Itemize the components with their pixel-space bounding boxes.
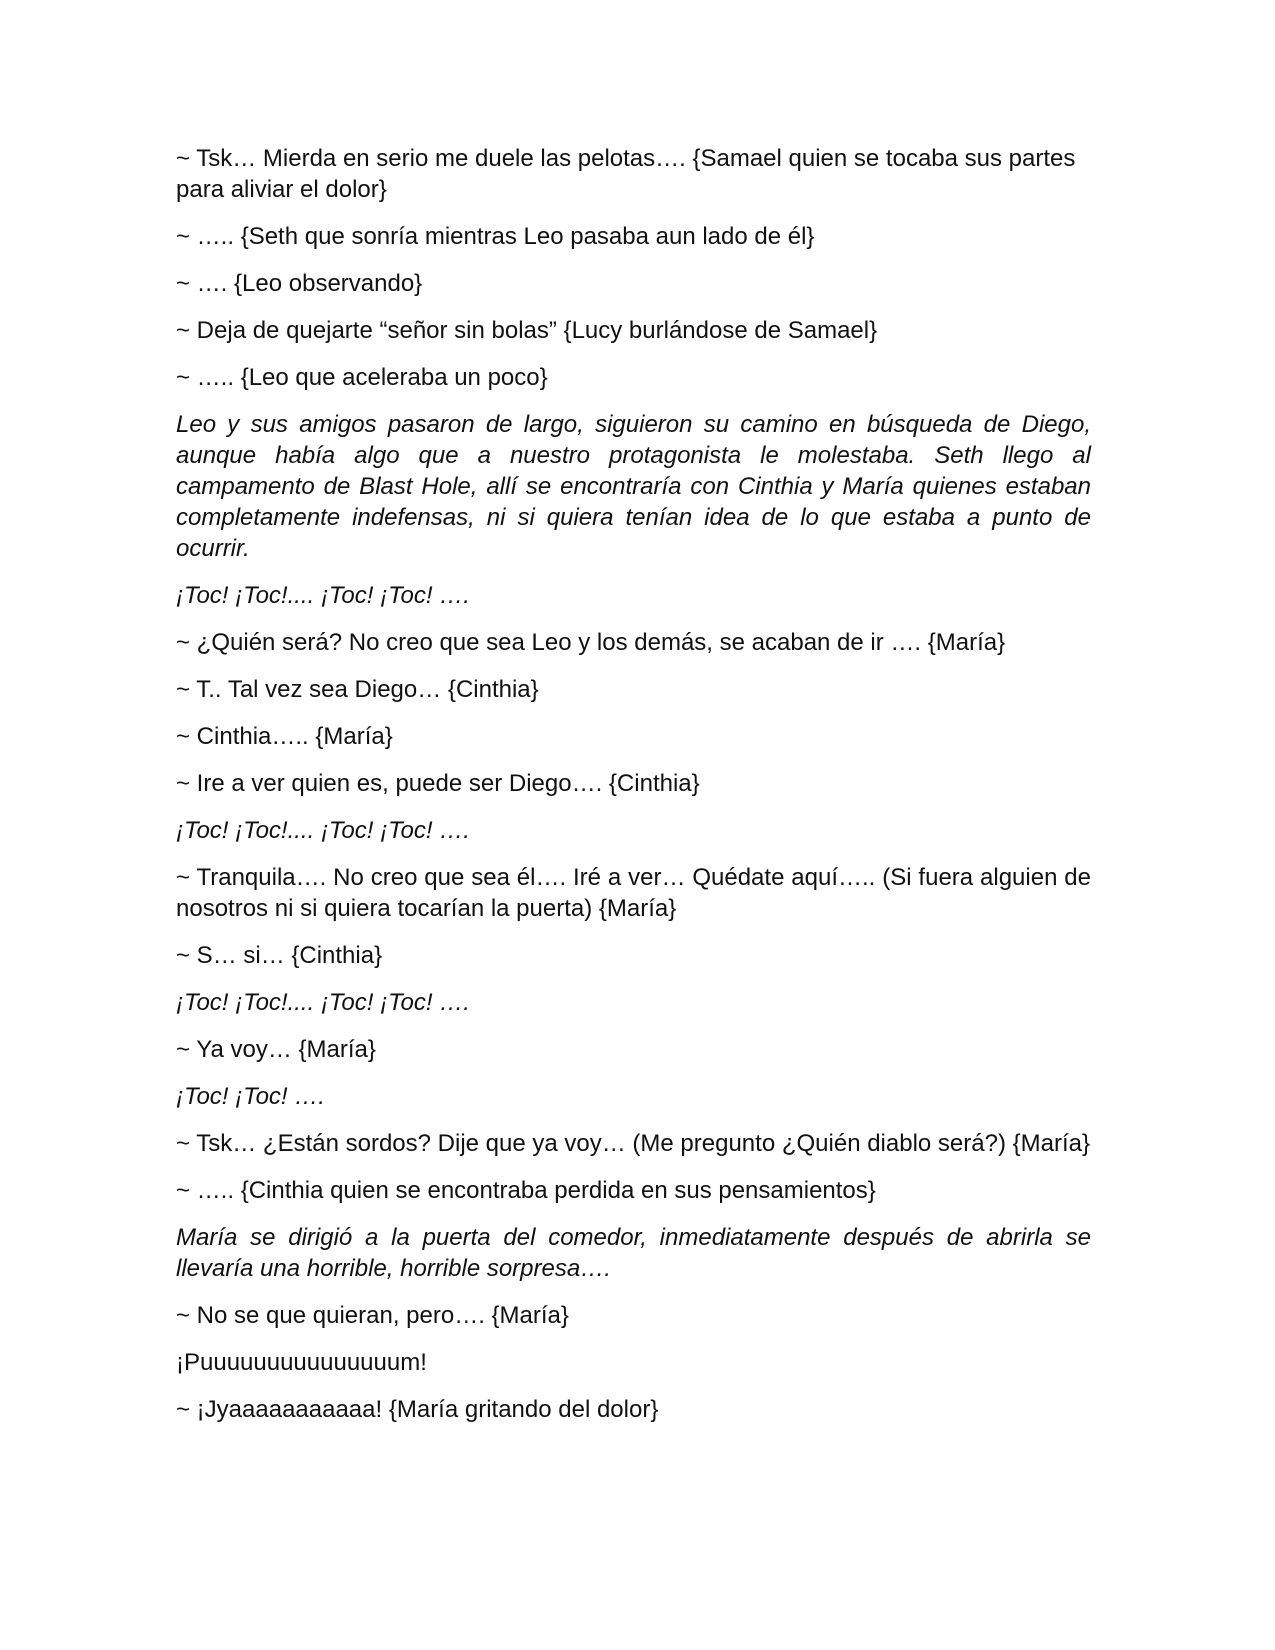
dialogue-line: ~ Ire a ver quien es, puede ser Diego…. {Cinthia} [176,770,700,797]
dialogue-line: ~ Cinthia….. {María} [176,723,393,750]
document-body [176,143,1091,1441]
narration-paragraph: Leo y sus amigos pasaron de largo, siguieron su camino en búsqueda de Diego, aunque había algo que a nuestro protagonista le molestaba. Seth llego al campamento de Blast Hole, allí se encontraría con Cinthia y María quienes estaban completamente indefensas, ni si quiera tenían idea de lo que estaba a punto de ocurrir. [176,411,1091,562]
dialogue-line: ~ T.. Tal vez sea Diego… {Cinthia} [176,676,539,703]
dialogue-line: ~ Tsk… ¿Están sordos? Dije que ya voy… (Me pregunto ¿Quién diablo será?) {María} [176,1130,1091,1157]
dialogue-line: ~ ….. {Cinthia quien se encontraba perdida en sus pensamientos} [176,1177,876,1204]
dialogue-line: ~ ….. {Leo que aceleraba un poco} [176,364,548,391]
sound-effect-line: ¡Toc! ¡Toc!.... ¡Toc! ¡Toc! …. [176,989,470,1016]
narration-paragraph: María se dirigió a la puerta del comedor, inmediatamente después de abrirla se llevaría una horrible, horrible sorpresa…. [176,1224,1091,1282]
sound-effect-line: ¡Puuuuuuuuuuuuuuum! [176,1349,427,1376]
dialogue-line: ~ S… si… {Cinthia} [176,942,383,969]
dialogue-line: ~ Tsk… Mierda en serio me duele las pelotas…. {Samael quien se tocaba sus partes para aliviar el dolor} [176,145,1076,203]
dialogue-line: ~ Tranquila…. No creo que sea él…. Iré a ver… Quédate aquí….. (Si fuera alguien de nosotros ni si quiera tocarían la puerta) {María} [176,864,1091,922]
sound-effect-line: ¡Toc! ¡Toc! …. [176,1083,325,1110]
sound-effect-line: ¡Toc! ¡Toc!.... ¡Toc! ¡Toc! …. [176,817,470,844]
dialogue-line: ~ ¡Jyaaaaaaaaaaa! {María gritando del dolor} [176,1396,659,1423]
dialogue-line: ~ ¿Quién será? No creo que sea Leo y los demás, se acaban de ir …. {María} [176,629,1006,656]
dialogue-line: ~ ….. {Seth que sonría mientras Leo pasaba aun lado de él} [176,223,815,250]
sound-effect-line: ¡Toc! ¡Toc!.... ¡Toc! ¡Toc! …. [176,582,470,609]
dialogue-line: ~ Deja de quejarte “señor sin bolas” {Lucy burlándose de Samael} [176,317,878,344]
dialogue-line: ~ …. {Leo observando} [176,270,423,297]
dialogue-line: ~ No se que quieran, pero…. {María} [176,1302,569,1329]
dialogue-line: ~ Ya voy… {María} [176,1036,376,1063]
